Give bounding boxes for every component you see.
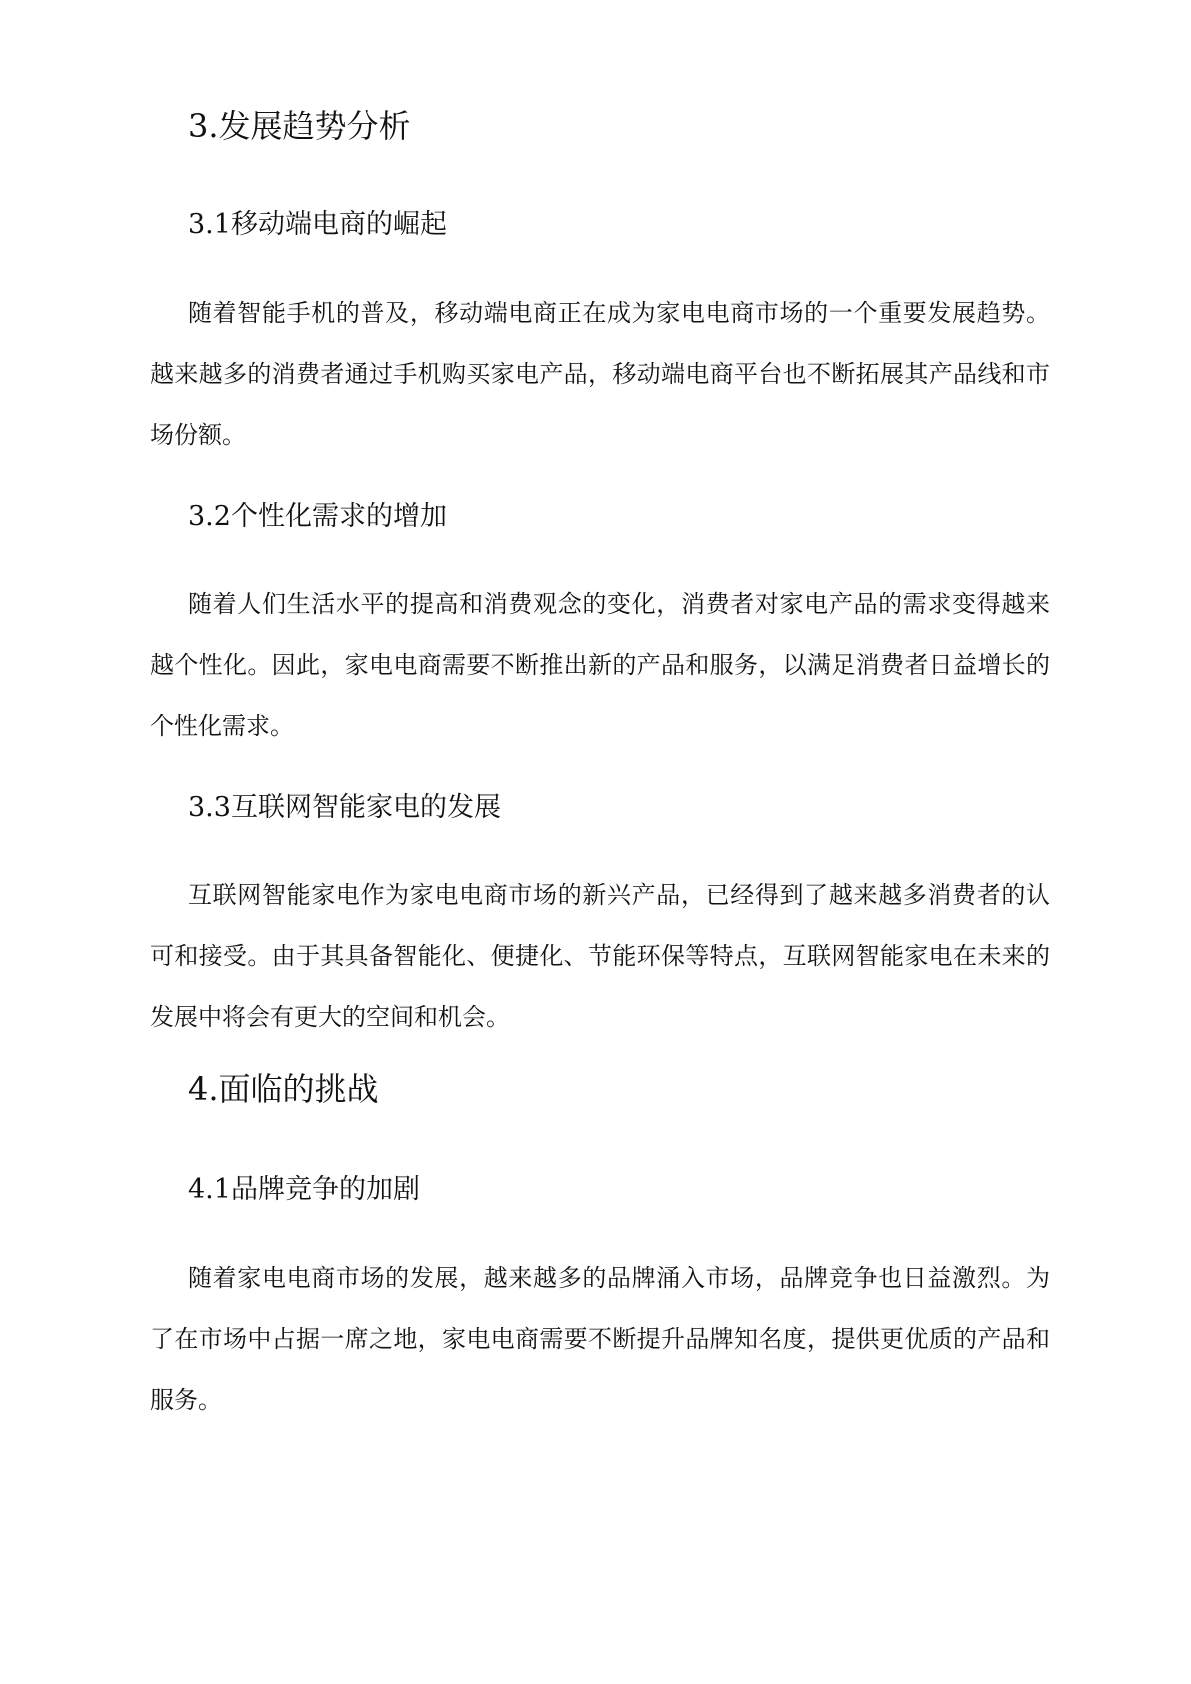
paragraph-3-1: 随着智能手机的普及，移动端电商正在成为家电电商市场的一个重要发展趋势。越来越多的消费者通过手机购买家电产品，移动端电商平台也不断拓展其产品线和市场份额。 [150, 299, 1050, 449]
paragraph-3-3: 互联网智能家电作为家电电商市场的新兴产品，已经得到了越来越多消费者的认可和接受。由于其具备智能化、便捷化、节能环保等特点，互联网智能家电在未来的发展中将会有更大的空间和机会。 [150, 881, 1050, 1031]
paragraph-4-1: 随着家电电商市场的发展，越来越多的品牌涌入市场，品牌竞争也日益激烈。为了在市场中占据一席之地，家电电商需要不断提升品牌知名度，提供更优质的产品和服务。 [150, 1264, 1050, 1414]
section-heading-3: 3.发展趋势分析 [188, 107, 411, 145]
paragraph-3-2: 随着人们生活水平的提高和消费观念的变化，消费者对家电产品的需求变得越来越个性化。因此，家电电商需要不断推出新的产品和服务，以满足消费者日益增长的个性化需求。 [150, 590, 1050, 740]
section-heading-4: 4.面临的挑战 [188, 1070, 379, 1108]
subsection-heading-3-1: 3.1移动端电商的崛起 [188, 209, 447, 240]
subsection-heading-3-2: 3.2个性化需求的增加 [188, 501, 447, 532]
subsection-heading-4-1: 4.1品牌竞争的加剧 [188, 1174, 420, 1205]
subsection-heading-3-3: 3.3互联网智能家电的发展 [188, 792, 501, 823]
